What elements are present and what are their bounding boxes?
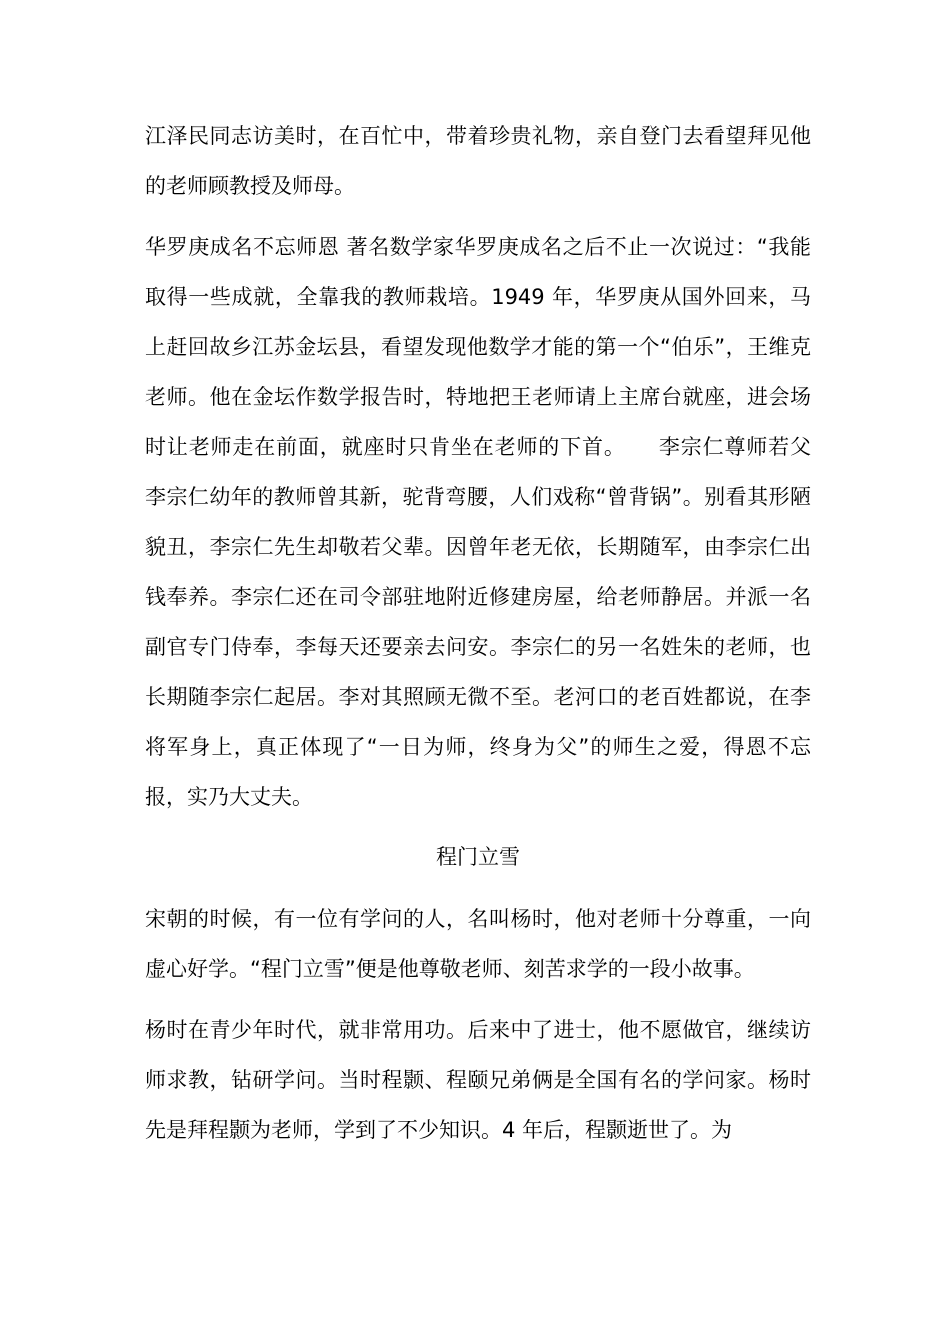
paragraph-hua-luogeng-li-zongren: 华罗庚成名不忘师恩 著名数学家华罗庚成名之后不止一次说过：“我能取得一些成就，全靠我的教师栽培。1949 年，华罗庚从国外回来，马上赶回故乡江苏金坛县，看望发现他数学才能的第一个“伯乐”，王维克老师。他在金坛作数学报告时，特地把王老师请上主席台就座，进会场时让老师走在前面，就座时只肯坐在老师的下首。 李宗仁尊师若父 李宗仁幼年的教师曾其新，驼背弯腰，人们戏称“曾背锅”。别看其形陋貌丑，李宗仁先生却敬若父辈。因曾年老无依，长期随军，由李宗仁出钱奉养。李宗仁还在司令部驻地附近修建房屋，给老师静居。并派一名副官专门侍奉，李每天还要亲去问安。李宗仁的另一名姓朱的老师，也长期随李宗仁起居。李对其照顾无微不至。老河口的老百姓都说，在李将军身上，真正体现了“一日为师，终身为父”的师生之爱，得恩不忘报，实乃大丈夫。 [145, 235, 811, 809]
paragraph-yang-shi-story: 杨时在青少年时代，就非常用功。后来中了进士，他不愿做官，继续访师求教，钻研学问。当时程颢、程颐兄弟俩是全国有名的学问家。杨时先是拜程颢为老师，学到了不少知识。4 年后，程颢逝世了。为 [145, 1018, 811, 1142]
section-heading: 程门立雪 [436, 845, 520, 869]
paragraph-jiang-zemin: 江泽民同志访美时，在百忙中，带着珍贵礼物，亲自登门去看望拜见他的老师顾教授及师母。 [145, 124, 811, 198]
paragraph-yang-shi-intro: 宋朝的时候，有一位有学问的人，名叫杨时，他对老师十分尊重，一向虚心好学。“程门立雪”便是他尊敬老师、刻苦求学的一段小故事。 [145, 907, 811, 981]
